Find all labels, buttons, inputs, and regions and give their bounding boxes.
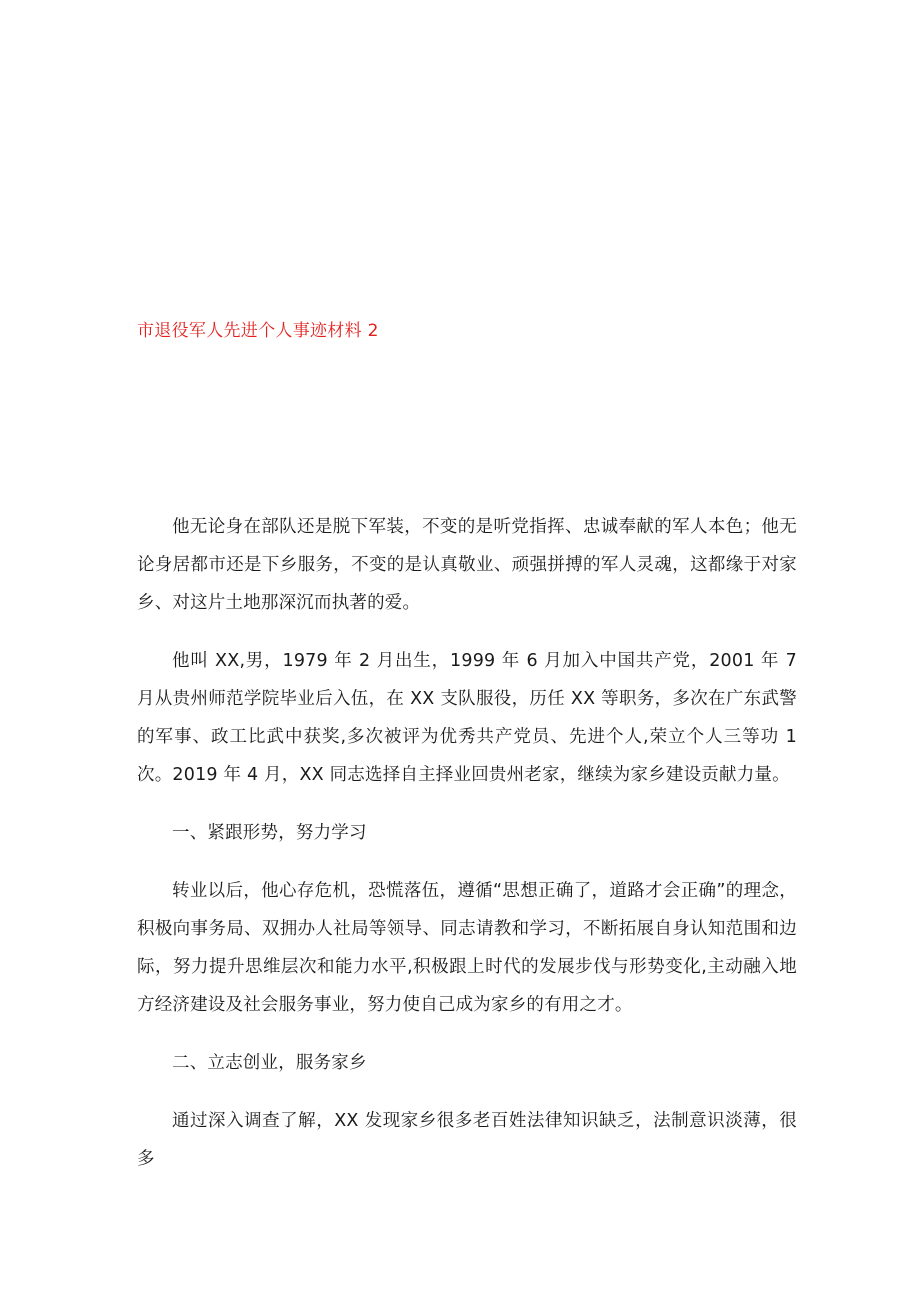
section-1-heading: 一、紧跟形势，努力学习 [172, 823, 367, 843]
bio-paragraph: 他叫 XX,男，1979 年 2 月出生，1999 年 6 月加入中国共产党，2001 年 7 月从贵州师范学院毕业后入伍，在 XX 支队服役，历任 XX 等职务，多次在广东武警的军事、政工比武中获奖,多次被评为优秀共产党员、先进个人,荣立个人三等功 1 次。2019 年 4 月，XX 同志选择自主择业回贵州老家，继续为家乡建设贡献力量。 [137, 651, 797, 785]
section-2-heading: 二、立志创业，服务家乡 [172, 1053, 367, 1073]
section-2-paragraph: 通过深入调查了解，XX 发现家乡很多老百姓法律知识缺乏，法制意识淡薄，很多 [137, 1111, 797, 1169]
document-body [137, 508, 797, 1198]
document-title: 市退役军人先进个人事迹材料 2 [137, 321, 379, 341]
intro-paragraph: 他无论身在部队还是脱下军装，不变的是听党指挥、忠诚奉献的军人本色；他无论身居都市还是下乡服务，不变的是认真敬业、顽强拼搏的军人灵魂，这都缘于对家乡、对这片土地那深沉而执著的爱。 [137, 517, 797, 613]
section-1-paragraph: 转业以后，他心存危机，恐慌落伍，遵循“思想正确了，道路才会正确”的理念，积极向事务局、双拥办人社局等领导、同志请教和学习，不断拓展自身认知范围和边际，努力提升思维层次和能力水平,积极跟上时代的发展步伐与形势变化,主动融入地方经济建设及社会服务事业，努力使自己成为家乡的有用之才。 [137, 881, 797, 1015]
